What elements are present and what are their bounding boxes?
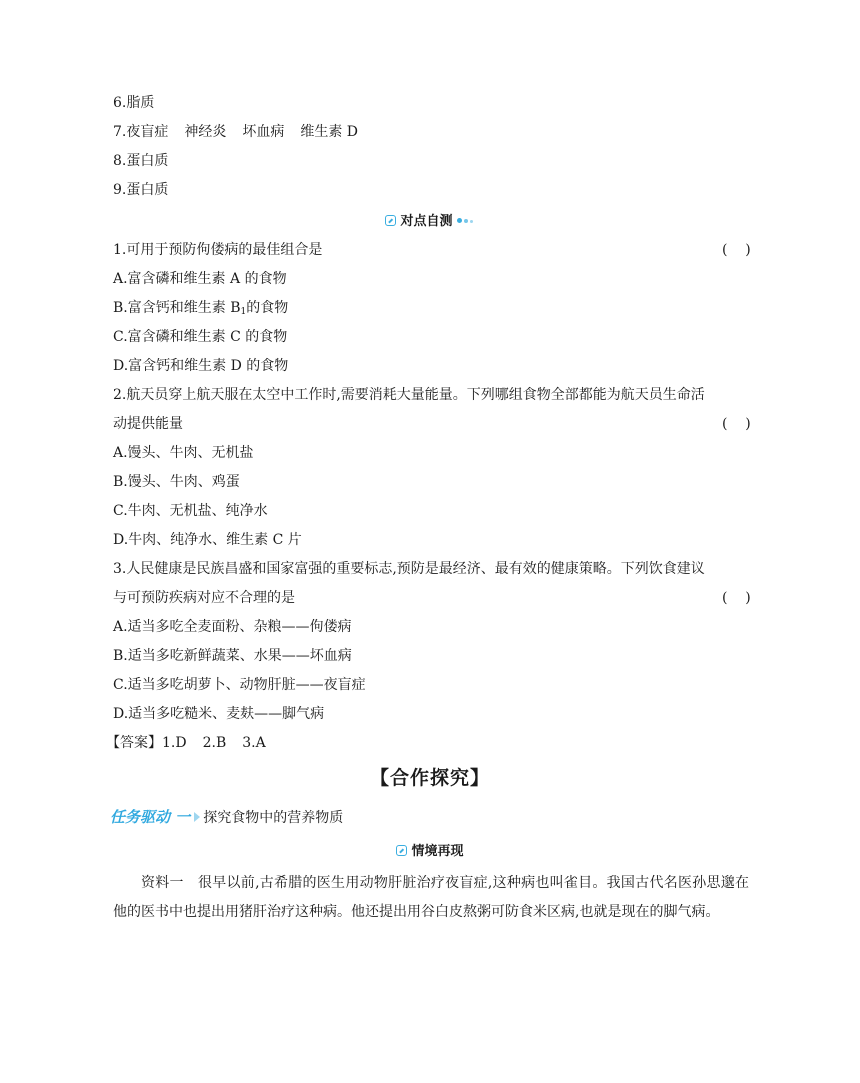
- question-3-blank: ( ): [722, 590, 751, 606]
- question-1-blank: ( ): [722, 242, 751, 258]
- question-3-stem-line2: 与可预防疾病对应不合理的是: [113, 590, 295, 606]
- answer-key-label: 【答案】: [106, 735, 162, 751]
- task-heading: [110, 806, 343, 829]
- question-3-option-a: A.适当多吃全麦面粉、杂粮——佝偻病: [113, 619, 352, 635]
- option-b-subscript: 1: [240, 307, 247, 317]
- task-text: 探究食物中的营养物质: [203, 810, 344, 826]
- answer-7-item: 坏血病: [242, 124, 285, 140]
- question-2-option-d: D.牛肉、纯净水、维生素 C 片: [113, 532, 302, 548]
- option-b-suffix: 的食物: [246, 300, 289, 316]
- question-1-option-d: D.富含钙和维生素 D 的食物: [113, 358, 289, 374]
- answer-line-8: 8.蛋白质: [113, 153, 169, 169]
- answer-key-item: 1.D: [162, 735, 187, 751]
- pencil-icon: [385, 215, 396, 226]
- answer-7-item: 维生素 D: [300, 124, 359, 140]
- question-1-option-a: A.富含磷和维生素 A 的食物: [113, 271, 287, 287]
- question-2-option-b: B.馒头、牛肉、鸡蛋: [113, 474, 240, 490]
- scenario-heading-text: 情境再现: [411, 844, 464, 859]
- self-test-heading: [0, 211, 860, 231]
- section-title: 【合作探究】: [369, 767, 490, 789]
- scenario-heading: [0, 843, 860, 861]
- option-b-text: B.富含钙和维生素 B: [113, 300, 241, 316]
- question-2-stem-line2: 动提供能量: [113, 416, 183, 432]
- question-3-stem-line1: 3.人民健康是民族昌盛和国家富强的重要标志,预防是最经济、最有效的健康策略。下列饮食建议: [113, 561, 705, 577]
- question-3-option-b: B.适当多吃新鲜蔬菜、水果——坏血病: [113, 648, 352, 664]
- self-test-heading-text: 对点自测: [400, 214, 453, 229]
- question-1-option-b: [113, 298, 288, 322]
- book-icon: [396, 845, 407, 856]
- answer-7-item: 神经炎: [184, 124, 227, 140]
- question-2-stem-line1: 2.航天员穿上航天服在太空中工作时,需要消耗大量能量。下列哪组食物全部都能为航天员生命活: [113, 387, 705, 403]
- answer-line-9: 9.蛋白质: [113, 182, 169, 198]
- answer-key-item: 2.B: [202, 735, 227, 751]
- dots-decoration: [457, 211, 475, 229]
- question-2-blank: ( ): [722, 416, 751, 432]
- question-3-option-d: D.适当多吃糙米、麦麸——脚气病: [113, 706, 325, 722]
- question-3-option-c: C.适当多吃胡萝卜、动物肝脏——夜盲症: [113, 677, 366, 693]
- answer-key-item: 3.A: [242, 735, 266, 751]
- task-label: 任务驱动 一: [110, 808, 191, 826]
- answer-7-item: 7.夜盲症: [113, 124, 169, 140]
- answer-line-6: 6.脂质: [113, 95, 155, 111]
- question-2-option-c: C.牛肉、无机盐、纯净水: [113, 503, 268, 519]
- question-1-option-c: C.富含磷和维生素 C 的食物: [113, 329, 288, 345]
- answer-line-7: [113, 122, 358, 142]
- question-2-option-a: A.馒头、牛肉、无机盐: [113, 445, 254, 461]
- answer-key: [106, 733, 266, 753]
- question-1-stem: 1.可用于预防佝偻病的最佳组合是: [113, 242, 323, 258]
- material-paragraph: 资料一 很早以前,古希腊的医生用动物肝脏治疗夜盲症,这种病也叫雀目。我国古代名医孙思邈在他的医书中也提出用猪肝治疗这种病。他还提出用谷白皮熬粥可防食米区病,也就是现在的脚气病。: [113, 875, 749, 920]
- arrow-icon: [194, 812, 200, 822]
